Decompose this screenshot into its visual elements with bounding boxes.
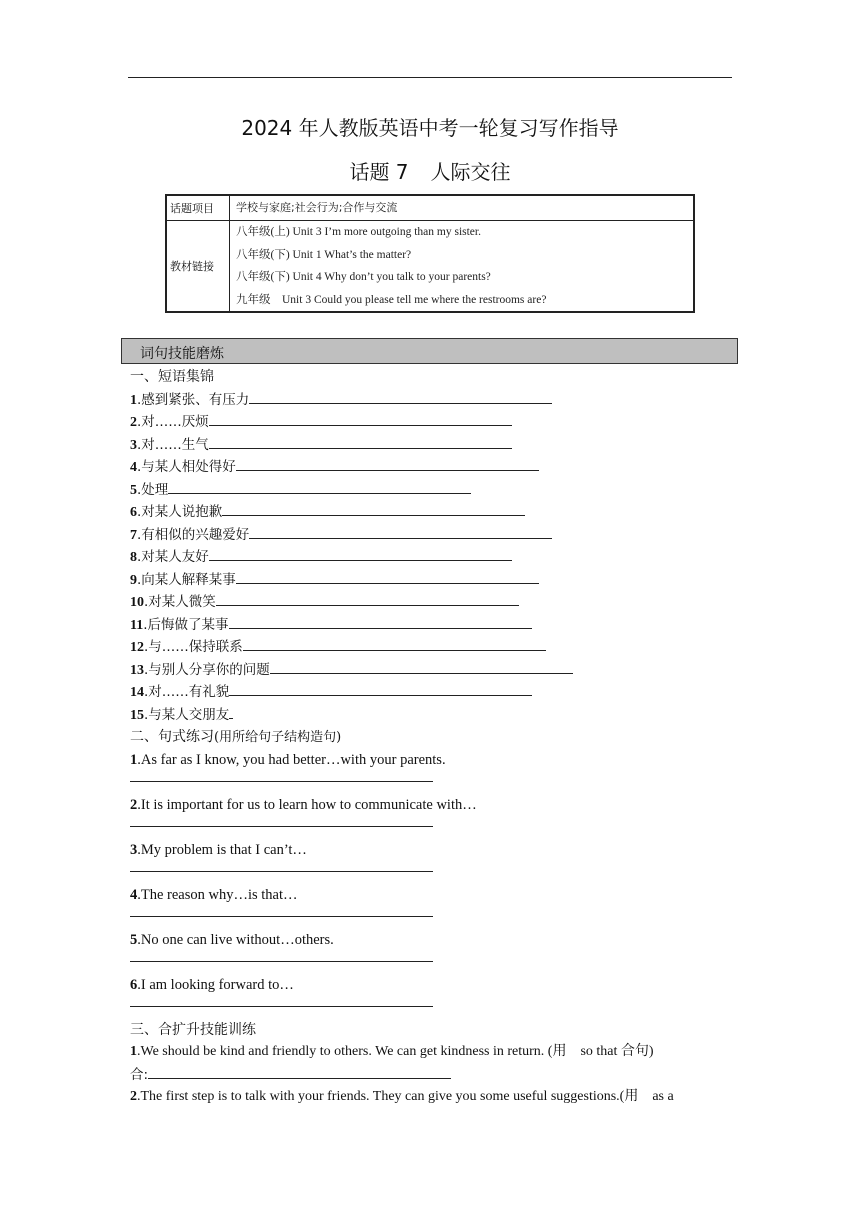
part2-instruction: (用所给句子结构造句) bbox=[214, 730, 342, 745]
phrase-item: 5.处理 bbox=[130, 479, 740, 502]
phrase-item: 6.对某人说抱歉 bbox=[130, 501, 740, 524]
worksheet-content bbox=[130, 366, 740, 1109]
textbook-link: 八年级(下) Unit 4 Why don’t you talk to your parents? bbox=[236, 271, 491, 283]
answer-blank[interactable] bbox=[229, 704, 233, 719]
combine-item: 1.We should be kind and friendly to others. We can get kindness in return. (用 so that 合句) bbox=[130, 1044, 654, 1059]
answer-blank[interactable] bbox=[209, 434, 512, 449]
topic-items-label: 话题项目 bbox=[166, 195, 230, 221]
answer-blank[interactable] bbox=[236, 569, 539, 584]
answer-blank[interactable] bbox=[249, 389, 552, 404]
phrase-item: 13.与别人分享你的问题 bbox=[130, 659, 740, 682]
answer-blank[interactable] bbox=[229, 614, 532, 629]
topic-items-value: 学校与家庭;社会行为;合作与交流 bbox=[230, 195, 695, 221]
answer-line[interactable] bbox=[130, 861, 740, 884]
topic-title bbox=[0, 156, 860, 185]
answer-line[interactable] bbox=[130, 816, 740, 839]
part3-heading: 三、合扩升技能训练 bbox=[130, 1021, 256, 1038]
phrase-item: 4.与某人相处得好 bbox=[130, 456, 740, 479]
section-header-label: 词句技能磨炼 bbox=[140, 346, 224, 362]
textbook-link: 八年级(下) Unit 1 What’s the matter? bbox=[236, 248, 412, 261]
phrase-item: 12.与……保持联系 bbox=[130, 636, 740, 659]
answer-blank[interactable] bbox=[209, 411, 512, 426]
textbook-links-label: 教材链接 bbox=[166, 221, 230, 313]
answer-blank[interactable] bbox=[236, 456, 539, 471]
answer-blank[interactable] bbox=[168, 479, 471, 494]
answer-line[interactable] bbox=[130, 906, 740, 929]
sentence-pattern-item: 6.I am looking forward to… bbox=[130, 976, 294, 993]
topic-info-table bbox=[165, 194, 695, 313]
answer-blank[interactable] bbox=[148, 1064, 451, 1079]
phrase-item: 2.对……厌烦 bbox=[130, 411, 740, 434]
sentence-pattern-item: 3.My problem is that I can’t… bbox=[130, 841, 307, 858]
part2-heading: 二、句式练习(用所给句子结构造句) bbox=[130, 729, 342, 745]
answer-line[interactable] bbox=[130, 951, 740, 974]
answer-blank[interactable] bbox=[209, 546, 512, 561]
phrase-item: 15.与某人交朋友 bbox=[130, 704, 740, 727]
part1-heading: 一、短语集锦 bbox=[130, 369, 214, 385]
answer-blank[interactable] bbox=[249, 524, 552, 539]
section-header-bar bbox=[121, 338, 738, 364]
sentence-pattern-item: 2.It is important for us to learn how to communicate with… bbox=[130, 796, 477, 813]
phrase-item: 7.有相似的兴趣爱好 bbox=[130, 524, 740, 547]
sentence-pattern-item: 4.The reason why…is that… bbox=[130, 886, 298, 903]
answer-blank[interactable] bbox=[229, 681, 532, 696]
answer-blank[interactable] bbox=[270, 659, 573, 674]
phrase-item: 11.后悔做了某事 bbox=[130, 614, 740, 637]
phrase-item: 9.向某人解释某事 bbox=[130, 569, 740, 592]
phrase-item: 8.对某人友好 bbox=[130, 546, 740, 569]
answer-blank[interactable] bbox=[216, 591, 519, 606]
answer-blank[interactable] bbox=[243, 636, 546, 651]
phrase-item: 14.对……有礼貌 bbox=[130, 681, 740, 704]
textbook-link: 九年级 Unit 3 Could you please tell me where the restrooms are? bbox=[236, 293, 547, 306]
topic-name: 人际交往 bbox=[430, 160, 511, 184]
phrase-item: 10.对某人微笑 bbox=[130, 591, 740, 614]
sentence-pattern-item: 1.As far as I know, you had better…with your parents. bbox=[130, 751, 446, 768]
answer-line[interactable] bbox=[130, 996, 740, 1019]
phrase-item: 1.感到紧张、有压力 bbox=[130, 389, 740, 412]
page-title: 2024 年人教版英语中考一轮复习写作指导 bbox=[241, 116, 619, 140]
topic-number: 话题 7 bbox=[349, 160, 409, 184]
textbook-link: 八年级(上) Unit 3 I’m more outgoing than my sister. bbox=[236, 226, 481, 238]
textbook-links-list bbox=[230, 221, 695, 313]
combine-item: 2.The first step is to talk with your friends. They can give you some useful suggestions.(用 as a bbox=[130, 1089, 674, 1104]
phrase-item: 3.对……生气 bbox=[130, 434, 740, 457]
top-rule bbox=[128, 77, 732, 78]
answer-line[interactable] bbox=[130, 771, 740, 794]
sentence-pattern-item: 5.No one can live without…others. bbox=[130, 931, 334, 948]
answer-blank[interactable] bbox=[222, 501, 525, 516]
combine-answer: 合: bbox=[130, 1064, 740, 1087]
